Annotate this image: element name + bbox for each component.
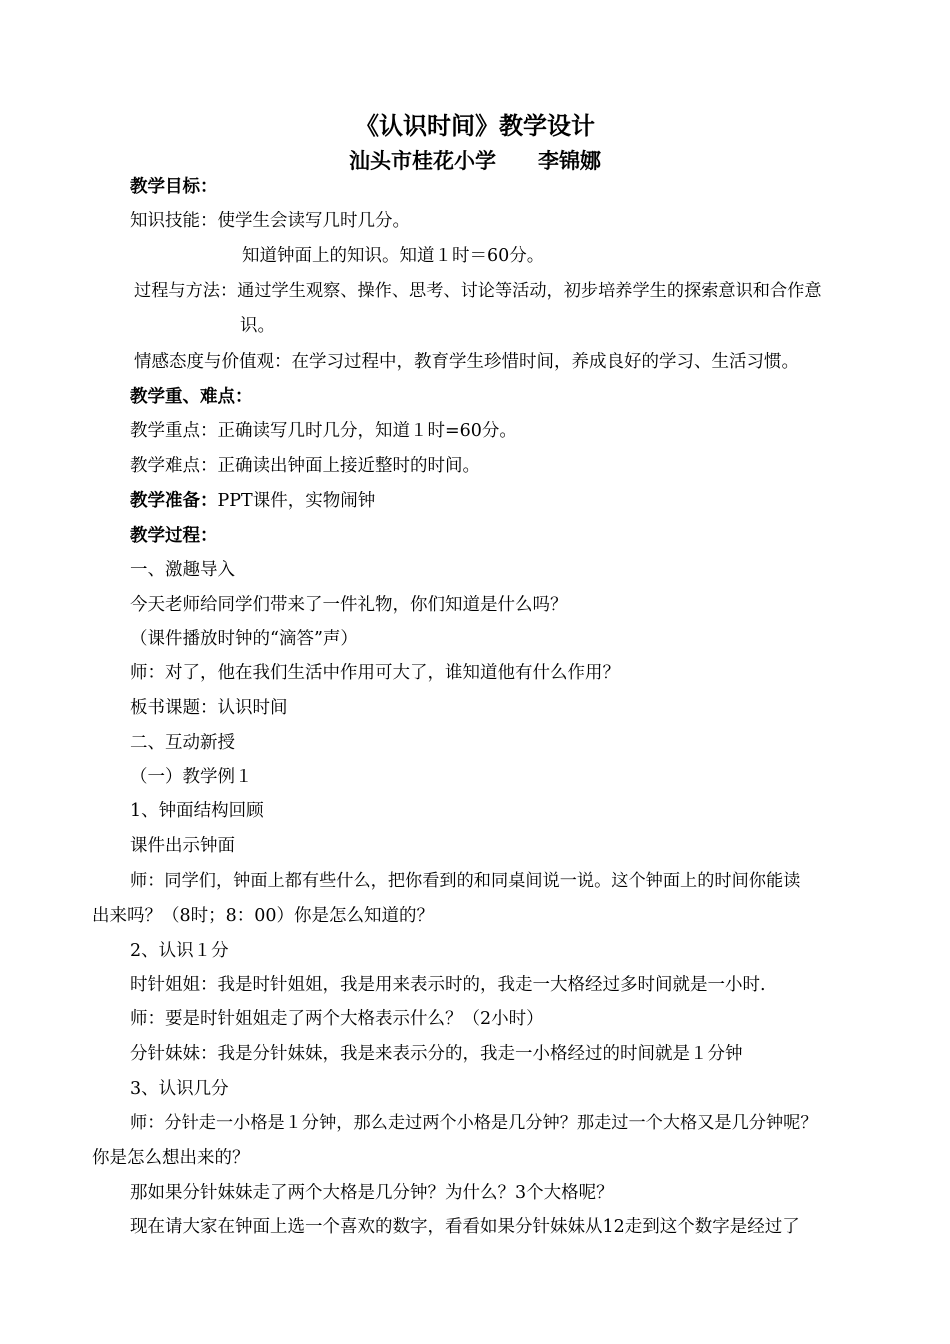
- text-line: （课件播放时钟的“滴答”声）: [130, 629, 358, 649]
- heading-key-points: 教学重、难点：: [130, 387, 253, 407]
- text-line: 一、激趣导入: [130, 560, 235, 580]
- text-line: 出来吗？（8时；8：00）你是怎么知道的？: [92, 906, 435, 926]
- text-line: 时针姐姐：我是时针姐姐，我是用来表示时的，我走一大格经过多时间就是一小时.: [130, 975, 766, 995]
- heading-process: 教学过程：: [130, 526, 218, 546]
- text-line: 情感态度与价值观：在学习过程中，教育学生珍惜时间，养成良好的学习、生活习惯。: [134, 352, 799, 372]
- text-line: 师：对了，他在我们生活中作用可大了，谁知道他有什么作用？: [130, 663, 620, 683]
- text-line: 2、认识１分: [130, 941, 229, 961]
- text-line: 过程与方法：通过学生观察、操作、思考、讨论等活动，初步培养学生的探索意识和合作意: [134, 281, 822, 301]
- document-subtitle: 汕头市桂花小学 李锦娜: [349, 148, 601, 173]
- text-line: 今天老师给同学们带来了一件礼物，你们知道是什么吗？: [130, 595, 568, 615]
- text-line: 板书课题：认识时间: [130, 698, 288, 718]
- text-line: 二、互动新授: [130, 733, 235, 753]
- text-line: 那如果分针妹妹走了两个大格是几分钟？为什么？3个大格呢？: [130, 1183, 614, 1203]
- text-line: [130, 489, 375, 513]
- text-line: 教学难点：正确读出钟面上接近整时的时间。: [130, 456, 480, 476]
- heading-objectives: 教学目标：: [130, 177, 218, 197]
- text-line: 识。: [240, 316, 275, 336]
- text-line: 课件出示钟面: [130, 836, 235, 856]
- text-line: 知识技能：使学生会读写几时几分。: [130, 211, 410, 231]
- text-line: 你是怎么想出来的？: [92, 1148, 250, 1168]
- text-line: 现在请大家在钟面上选一个喜欢的数字，看看如果分针妹妹从12走到这个数字是经过了: [130, 1217, 800, 1237]
- heading-preparation: 教学准备：: [130, 491, 218, 511]
- text-line: 分针妹妹：我是分针妹妹，我是来表示分的，我走一小格经过的时间就是１分钟: [130, 1044, 743, 1064]
- text-line: 1、钟面结构回顾: [130, 801, 264, 821]
- document-title: 《认识时间》教学设计: [355, 111, 595, 140]
- text-line: 知道钟面上的知识。知道１时＝60分。: [242, 246, 545, 266]
- text-line: 师：要是时针姐姐走了两个大格表示什么？（2小时）: [130, 1009, 544, 1029]
- text-line: 师：同学们，钟面上都有些什么，把你看到的和同桌间说一说。这个钟面上的时间你能读: [130, 871, 801, 891]
- preparation-text: PPT课件，实物闹钟: [217, 491, 376, 511]
- text-line: 教学重点：正确读写几时几分，知道１时=60分。: [130, 421, 517, 441]
- text-line: 师：分针走一小格是１分钟，那么走过两个小格是几分钟？那走过一个大格又是几分钟呢？: [130, 1113, 818, 1133]
- text-line: 3、认识几分: [130, 1079, 229, 1099]
- text-line: （一）教学例１: [130, 767, 253, 787]
